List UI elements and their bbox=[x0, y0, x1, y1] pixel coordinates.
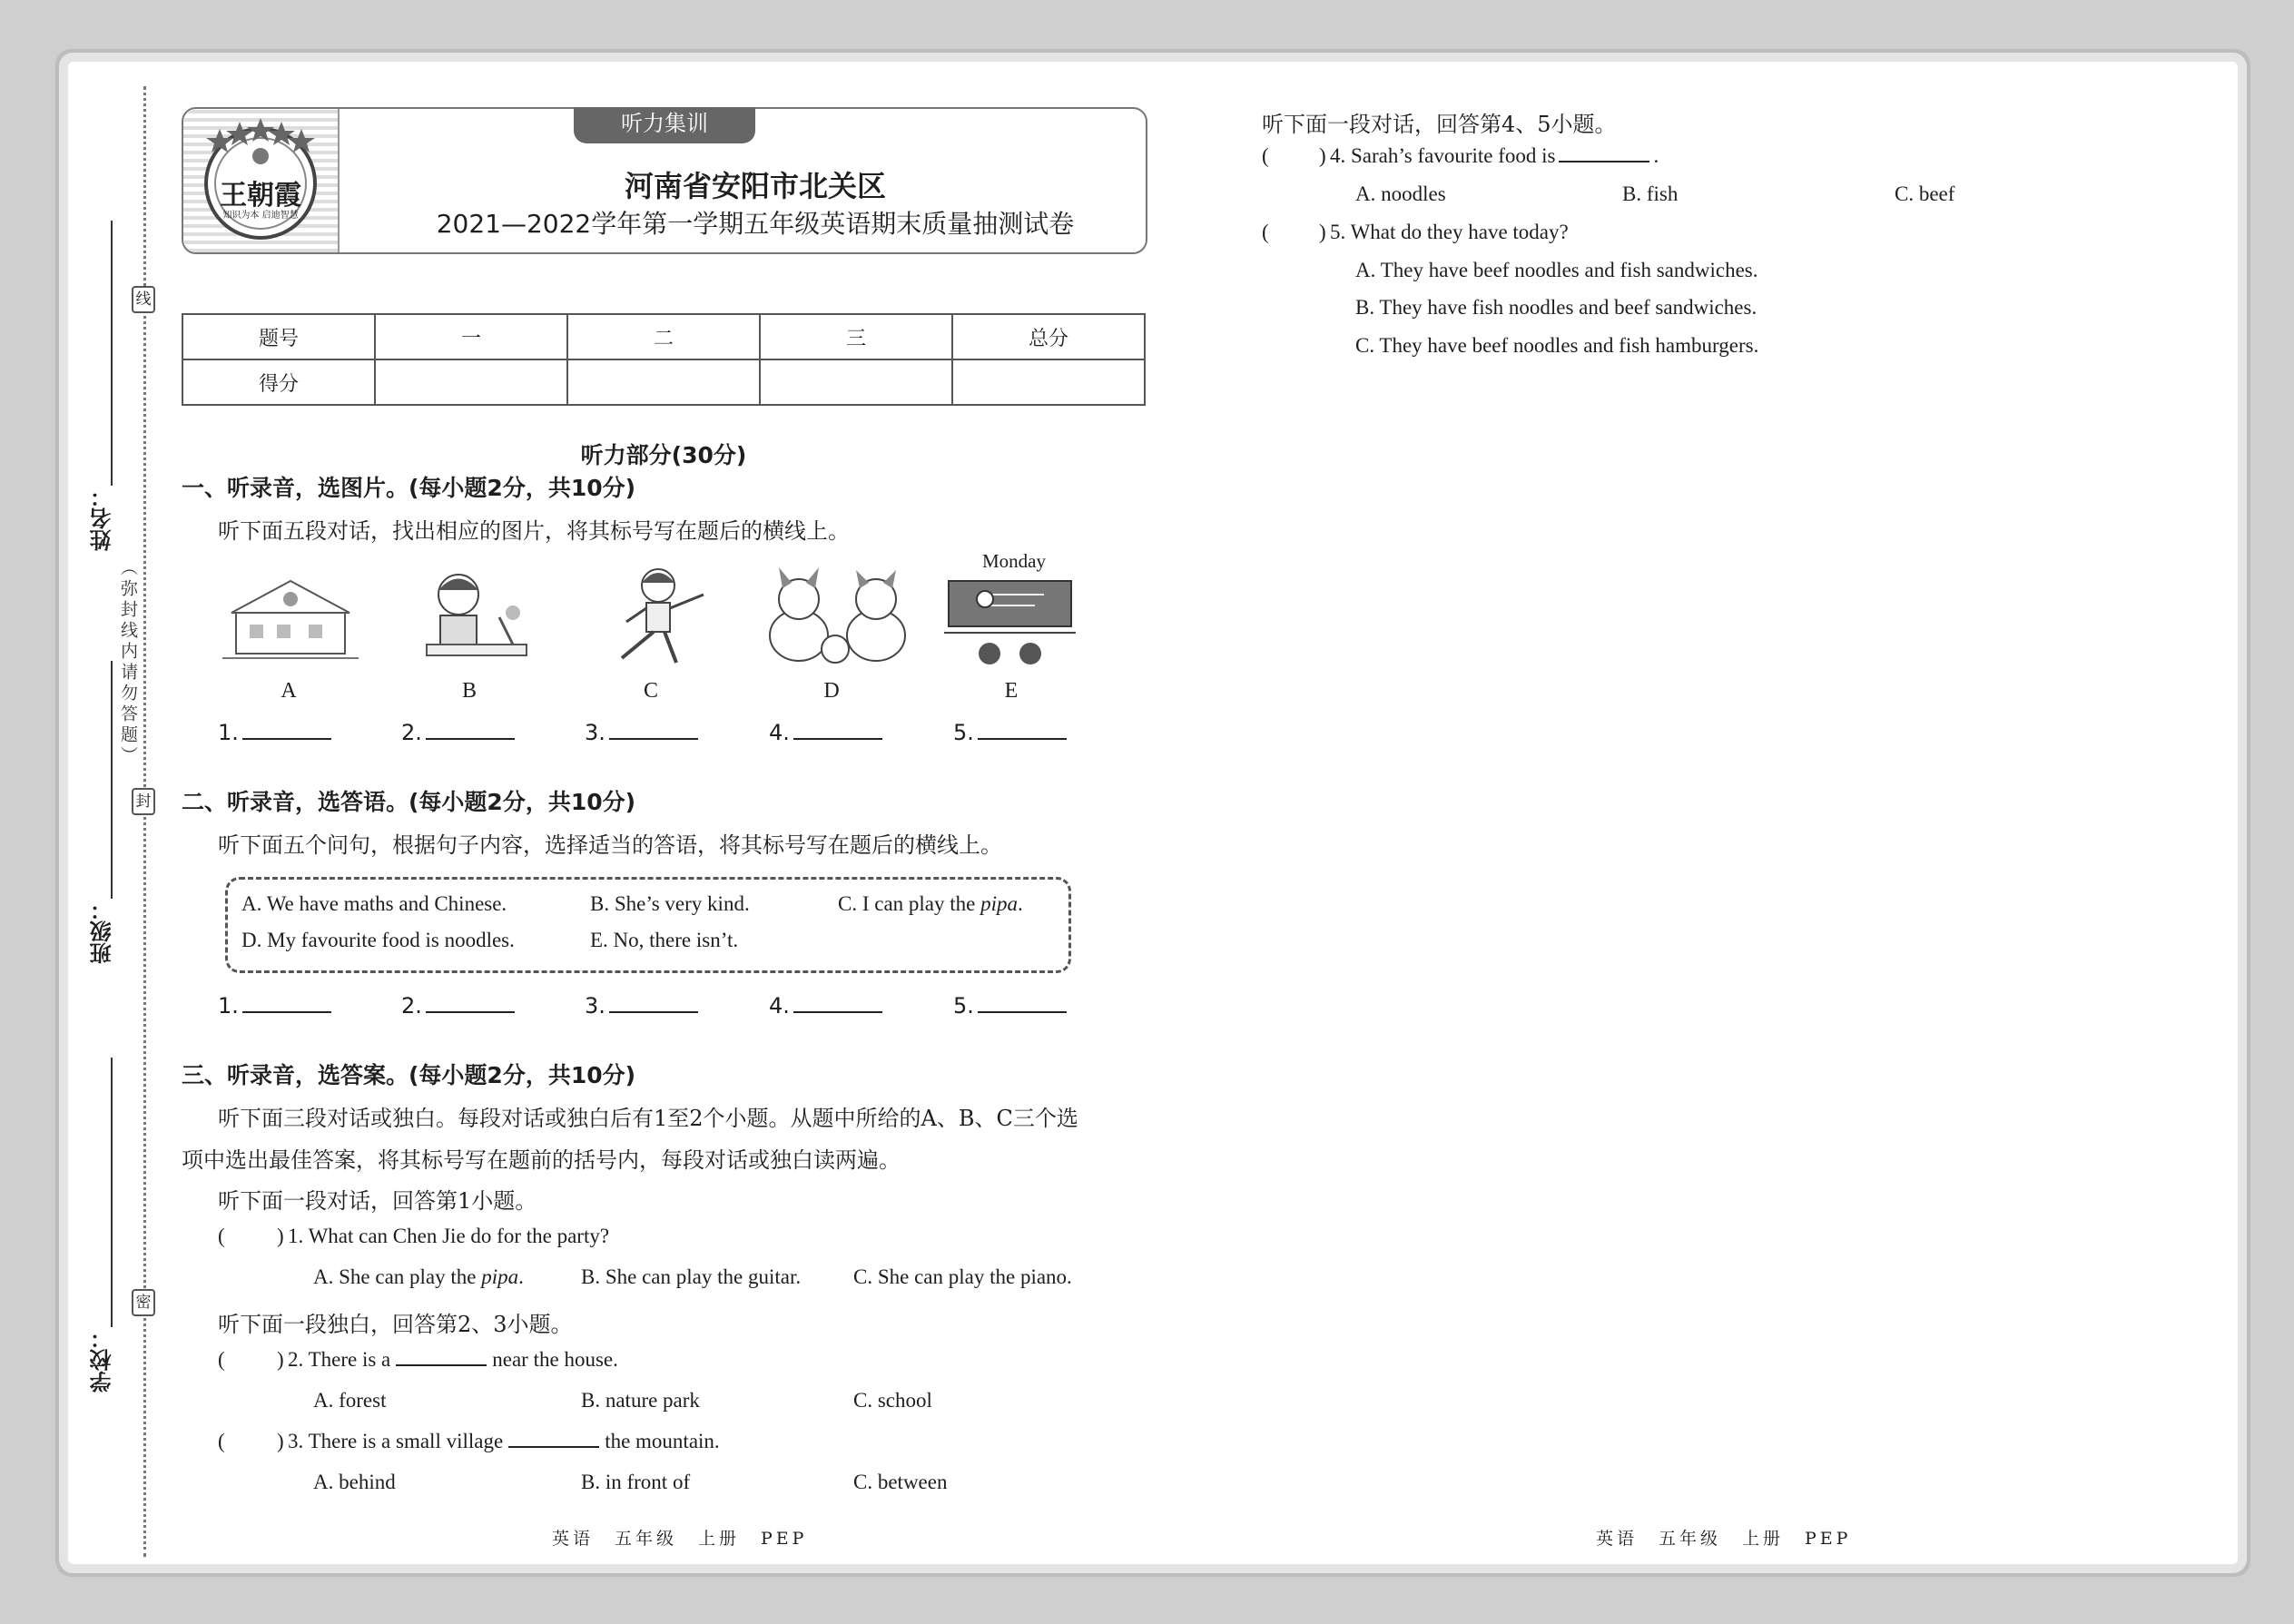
section1-instruction: 听下面五段对话，找出相应的图片，将其标号写在题后的横线上。 bbox=[218, 518, 850, 544]
picture-letter: D bbox=[823, 679, 840, 703]
q1-option-a bbox=[313, 1265, 524, 1289]
option-d: D. My favourite food is noodles. bbox=[241, 929, 515, 951]
logo-text: 王朝霞 bbox=[220, 180, 301, 212]
picture-e-caption: Monday bbox=[982, 550, 1046, 572]
q1-option-a-text: A. She can play the bbox=[313, 1265, 482, 1288]
section3-title: 三、听录音，选答案。(每小题2分，共10分) bbox=[182, 1062, 636, 1088]
q1-option-a-italic: pipa bbox=[481, 1265, 519, 1288]
binding-warning: （弥封线内请勿答题） bbox=[118, 558, 138, 767]
q4-option-b: B. fish bbox=[1622, 182, 1679, 205]
option-e: E. No, there isn’t. bbox=[590, 929, 739, 951]
option-c-italic: pipa bbox=[980, 892, 1019, 915]
class-line bbox=[111, 661, 113, 899]
binding-line-char: 线 bbox=[132, 286, 155, 313]
blank-number: 1. bbox=[218, 720, 239, 745]
score-table bbox=[182, 313, 1146, 406]
q2-stem-start: 2. There is a bbox=[288, 1348, 391, 1371]
section3-instruction-2: 项中选出最佳答案，将其标号写在题前的括号内，每段对话或独白读两遍。 bbox=[182, 1147, 901, 1173]
question-4-stem bbox=[1330, 144, 1659, 168]
q1-option-b: B. She can play the guitar. bbox=[581, 1265, 802, 1288]
q3-blank bbox=[508, 1430, 599, 1448]
picture-letter: B bbox=[461, 679, 477, 703]
q2-option-b: B. nature park bbox=[581, 1389, 700, 1412]
picture-letter: E bbox=[1004, 679, 1019, 703]
options-box bbox=[225, 877, 1071, 973]
score-input-cell[interactable] bbox=[567, 359, 760, 405]
dialogue-intro-1: 听下面一段对话，回答第1小题。 bbox=[218, 1188, 537, 1214]
score-cell: 题号 bbox=[182, 314, 375, 359]
q2-option-a: A. forest bbox=[313, 1389, 387, 1412]
school-label: 学校： bbox=[90, 1327, 115, 1393]
question-1-stem: 1. What can Chen Jie do for the party? bbox=[288, 1225, 610, 1247]
section2-title: 二、听录音，选答语。(每小题2分，共10分) bbox=[182, 789, 636, 815]
section3-instruction-1: 听下面三段对话或独白。每段对话或独白后有1至2个小题。从题中所给的A、B、C三个选 bbox=[218, 1106, 1078, 1131]
q5-option-c: C. They have beef noodles and fish hamburgers. bbox=[1355, 334, 1759, 357]
score-cell: 三 bbox=[760, 314, 952, 359]
score-input-cell[interactable] bbox=[760, 359, 952, 405]
blank-number: 5. bbox=[953, 720, 974, 745]
q2-option-c: C. school bbox=[853, 1389, 932, 1412]
option-c bbox=[838, 892, 1023, 916]
score-cell: 得分 bbox=[182, 359, 375, 405]
exam-header bbox=[182, 107, 1147, 254]
option-c-end: . bbox=[1018, 892, 1023, 915]
blank-number: 4. bbox=[769, 720, 790, 745]
answer-blank-5[interactable] bbox=[953, 720, 1067, 745]
answer-paren-open[interactable]: ( bbox=[1262, 221, 1269, 243]
boy-drawing-icon bbox=[409, 563, 545, 672]
answer-paren-open[interactable]: ( bbox=[218, 1225, 225, 1247]
school-building-icon bbox=[222, 563, 359, 672]
q2-stem-end: near the house. bbox=[492, 1348, 618, 1371]
question-5-stem: 5. What do they have today? bbox=[1330, 221, 1569, 243]
logo-subtext: 知识为本 启迪智慧 bbox=[222, 211, 299, 221]
answer-paren-close: ) bbox=[277, 1225, 284, 1247]
score-cell: 总分 bbox=[952, 314, 1145, 359]
option-c-text: C. I can play the bbox=[838, 892, 981, 915]
picture-letter: C bbox=[643, 679, 658, 703]
section1-title: 一、听录音，选图片。(每小题2分，共10分) bbox=[182, 475, 636, 501]
exam-title: 2021—2022学年第一学期五年级英语期末质量抽测试卷 bbox=[436, 209, 1075, 239]
blank-number: 3. bbox=[585, 993, 605, 1019]
answer-blank-4[interactable] bbox=[769, 720, 882, 745]
score-value-row bbox=[182, 359, 1145, 405]
score-cell: 一 bbox=[375, 314, 567, 359]
binding-seal2-char: 密 bbox=[132, 1289, 155, 1316]
q4-stem-end: . bbox=[1653, 144, 1659, 167]
score-cell: 二 bbox=[567, 314, 760, 359]
answer-paren-close: ) bbox=[277, 1430, 284, 1452]
answer-blank-1[interactable] bbox=[218, 993, 331, 1019]
q4-option-c: C. beef bbox=[1895, 182, 1955, 205]
option-a: A. We have maths and Chinese. bbox=[241, 892, 507, 915]
section2-instruction: 听下面五个问句，根据句子内容，选择适当的答语，将其标号写在题后的横线上。 bbox=[218, 832, 1002, 858]
name-label: 姓名： bbox=[90, 486, 115, 551]
class-label: 班级： bbox=[90, 899, 115, 964]
answer-paren-close: ) bbox=[277, 1348, 284, 1371]
q4-option-a: A. noodles bbox=[1355, 182, 1446, 205]
score-input-cell[interactable] bbox=[375, 359, 567, 405]
q3-option-b: B. in front of bbox=[581, 1471, 691, 1493]
q3-option-c: C. between bbox=[853, 1471, 948, 1493]
name-line bbox=[111, 221, 113, 486]
q1-option-a-end: . bbox=[518, 1265, 524, 1288]
binding-seal-char: 封 bbox=[132, 788, 155, 815]
dialogue-intro-3: 听下面一段对话，回答第4、5小题。 bbox=[1262, 112, 1617, 137]
classroom-icon bbox=[944, 572, 1076, 681]
blank-number: 5. bbox=[953, 993, 974, 1019]
q3-stem-start: 3. There is a small village bbox=[288, 1430, 504, 1452]
answer-blank-3[interactable] bbox=[585, 993, 698, 1019]
q5-option-b: B. They have fish noodles and beef sandwiches. bbox=[1355, 296, 1757, 319]
answer-paren-open[interactable]: ( bbox=[1262, 144, 1269, 167]
exam-region: 河南省安阳市北关区 bbox=[624, 169, 886, 203]
answer-paren-open[interactable]: ( bbox=[218, 1348, 225, 1371]
q4-stem-start: 4. Sarah’s favourite food is bbox=[1330, 144, 1556, 167]
option-b: B. She’s very kind. bbox=[590, 892, 750, 915]
boy-kung-fu-icon bbox=[590, 563, 726, 672]
score-header-row bbox=[182, 314, 1145, 359]
answer-blank-4[interactable] bbox=[769, 993, 882, 1019]
picture-letter: A bbox=[281, 679, 297, 703]
part-title: 听力部分(30分) bbox=[580, 442, 747, 468]
q5-option-a: A. They have beef noodles and fish sandwiches. bbox=[1355, 259, 1758, 281]
dogs-icon bbox=[753, 563, 917, 672]
answer-paren-close: ) bbox=[1319, 144, 1326, 167]
blank-number: 4. bbox=[769, 993, 790, 1019]
answer-blank-2[interactable] bbox=[401, 720, 515, 745]
blank-number: 2. bbox=[401, 720, 422, 745]
score-input-cell[interactable] bbox=[952, 359, 1145, 405]
school-line bbox=[111, 1058, 113, 1327]
q1-option-c: C. She can play the piano. bbox=[853, 1265, 1072, 1288]
q3-stem-end: the mountain. bbox=[605, 1430, 720, 1452]
blank-number: 3. bbox=[585, 720, 605, 745]
footer-left: 英语 五年级 上册 PEP bbox=[552, 1529, 808, 1549]
answer-blank-5[interactable] bbox=[953, 993, 1067, 1019]
answer-blank-2[interactable] bbox=[401, 993, 515, 1019]
answer-blank-1[interactable] bbox=[218, 720, 331, 745]
dialogue-intro-2: 听下面一段独白，回答第2、3小题。 bbox=[218, 1312, 573, 1337]
answer-blank-3[interactable] bbox=[585, 720, 698, 745]
logo bbox=[183, 109, 340, 252]
footer-right: 英语 五年级 上册 PEP bbox=[1596, 1529, 1852, 1549]
answer-paren-open[interactable]: ( bbox=[218, 1430, 225, 1452]
question-2-stem bbox=[288, 1348, 618, 1372]
q2-blank bbox=[396, 1348, 487, 1366]
question-3-stem bbox=[288, 1430, 720, 1453]
blank-number: 2. bbox=[401, 993, 422, 1019]
answer-paren-close: ) bbox=[1319, 221, 1326, 243]
q4-blank bbox=[1559, 144, 1649, 162]
blank-number: 1. bbox=[218, 993, 239, 1019]
header-tab: 听力集训 bbox=[574, 107, 755, 143]
q3-option-a: A. behind bbox=[313, 1471, 396, 1493]
